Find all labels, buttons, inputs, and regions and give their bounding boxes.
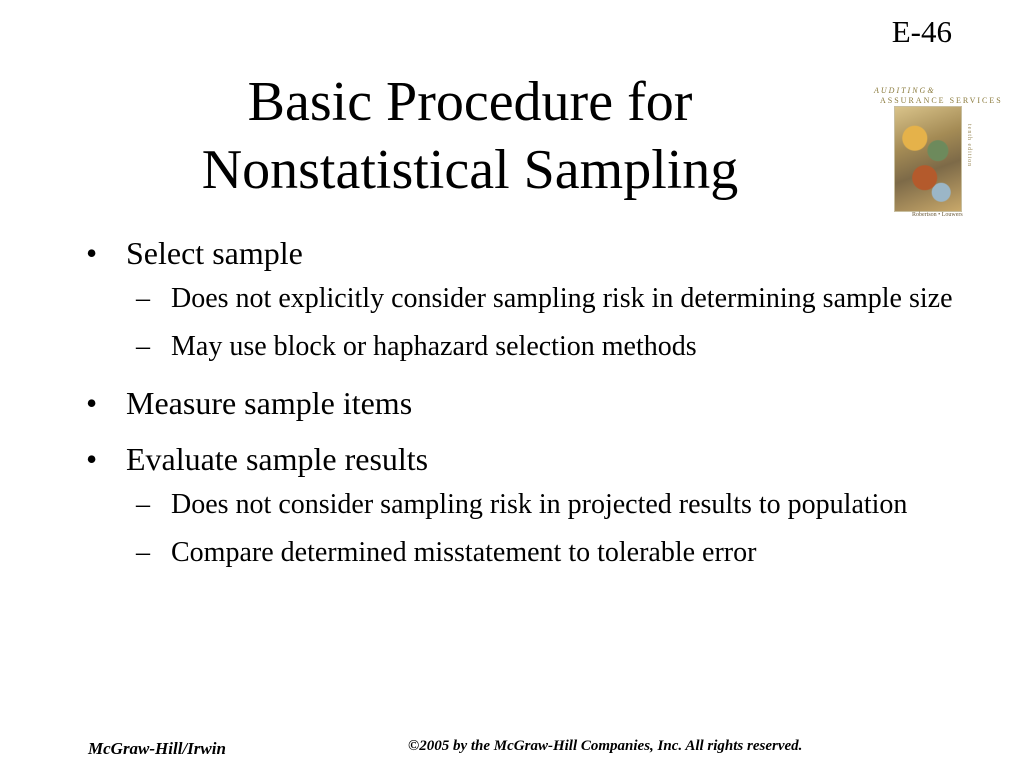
sub-bullet-list bbox=[126, 278, 956, 368]
slide-title bbox=[110, 68, 830, 204]
bullet-item bbox=[86, 232, 956, 368]
cover-heading-2: ASSURANCE SERVICES bbox=[880, 96, 1003, 105]
sub-bullet-text: May use block or haphazard selection methods bbox=[171, 331, 697, 362]
bullet-text: Evaluate sample results bbox=[126, 441, 429, 477]
sub-bullet-list bbox=[126, 484, 956, 574]
cover-artwork bbox=[894, 106, 962, 212]
sub-bullet-item bbox=[126, 484, 956, 526]
cover-authors: Robertson • Louwers bbox=[912, 212, 963, 218]
bullet-marker: • bbox=[86, 385, 98, 421]
sub-bullet-text: Compare determined misstatement to tolerable error bbox=[171, 537, 757, 568]
bullet-marker: • bbox=[86, 441, 98, 477]
cover-heading-1: AUDITING& bbox=[874, 86, 936, 95]
bullet-item bbox=[86, 438, 956, 574]
footer-copyright: ©2005 by the McGraw-Hill Companies, Inc. All rights reserved. bbox=[408, 738, 803, 754]
footer-publisher: McGraw-Hill/Irwin bbox=[88, 739, 226, 758]
bullet-text: Select sample bbox=[126, 235, 303, 271]
cover-spine-text: tenth edition bbox=[966, 124, 972, 168]
book-cover-image bbox=[866, 84, 1003, 224]
slide-number: E-46 bbox=[891, 14, 952, 49]
sub-bullet-text: Does not explicitly consider sampling risk in determining sample size bbox=[171, 283, 953, 314]
bullet-item bbox=[86, 382, 956, 424]
bullet-list bbox=[86, 232, 956, 574]
bullet-text: Measure sample items bbox=[126, 385, 413, 421]
dash-marker: – bbox=[136, 537, 150, 568]
sub-bullet-text: Does not consider sampling risk in projected results to population bbox=[171, 489, 908, 520]
sub-bullet-item bbox=[126, 278, 956, 320]
sub-bullet-item bbox=[126, 532, 956, 574]
slide-title-line-1: Basic Procedure for bbox=[247, 71, 693, 133]
dash-marker: – bbox=[136, 331, 150, 362]
slide-title-line-2: Nonstatistical Sampling bbox=[201, 139, 739, 201]
bullet-marker: • bbox=[86, 235, 98, 271]
dash-marker: – bbox=[136, 489, 150, 520]
sub-bullet-item bbox=[126, 326, 956, 368]
dash-marker: – bbox=[136, 283, 150, 314]
